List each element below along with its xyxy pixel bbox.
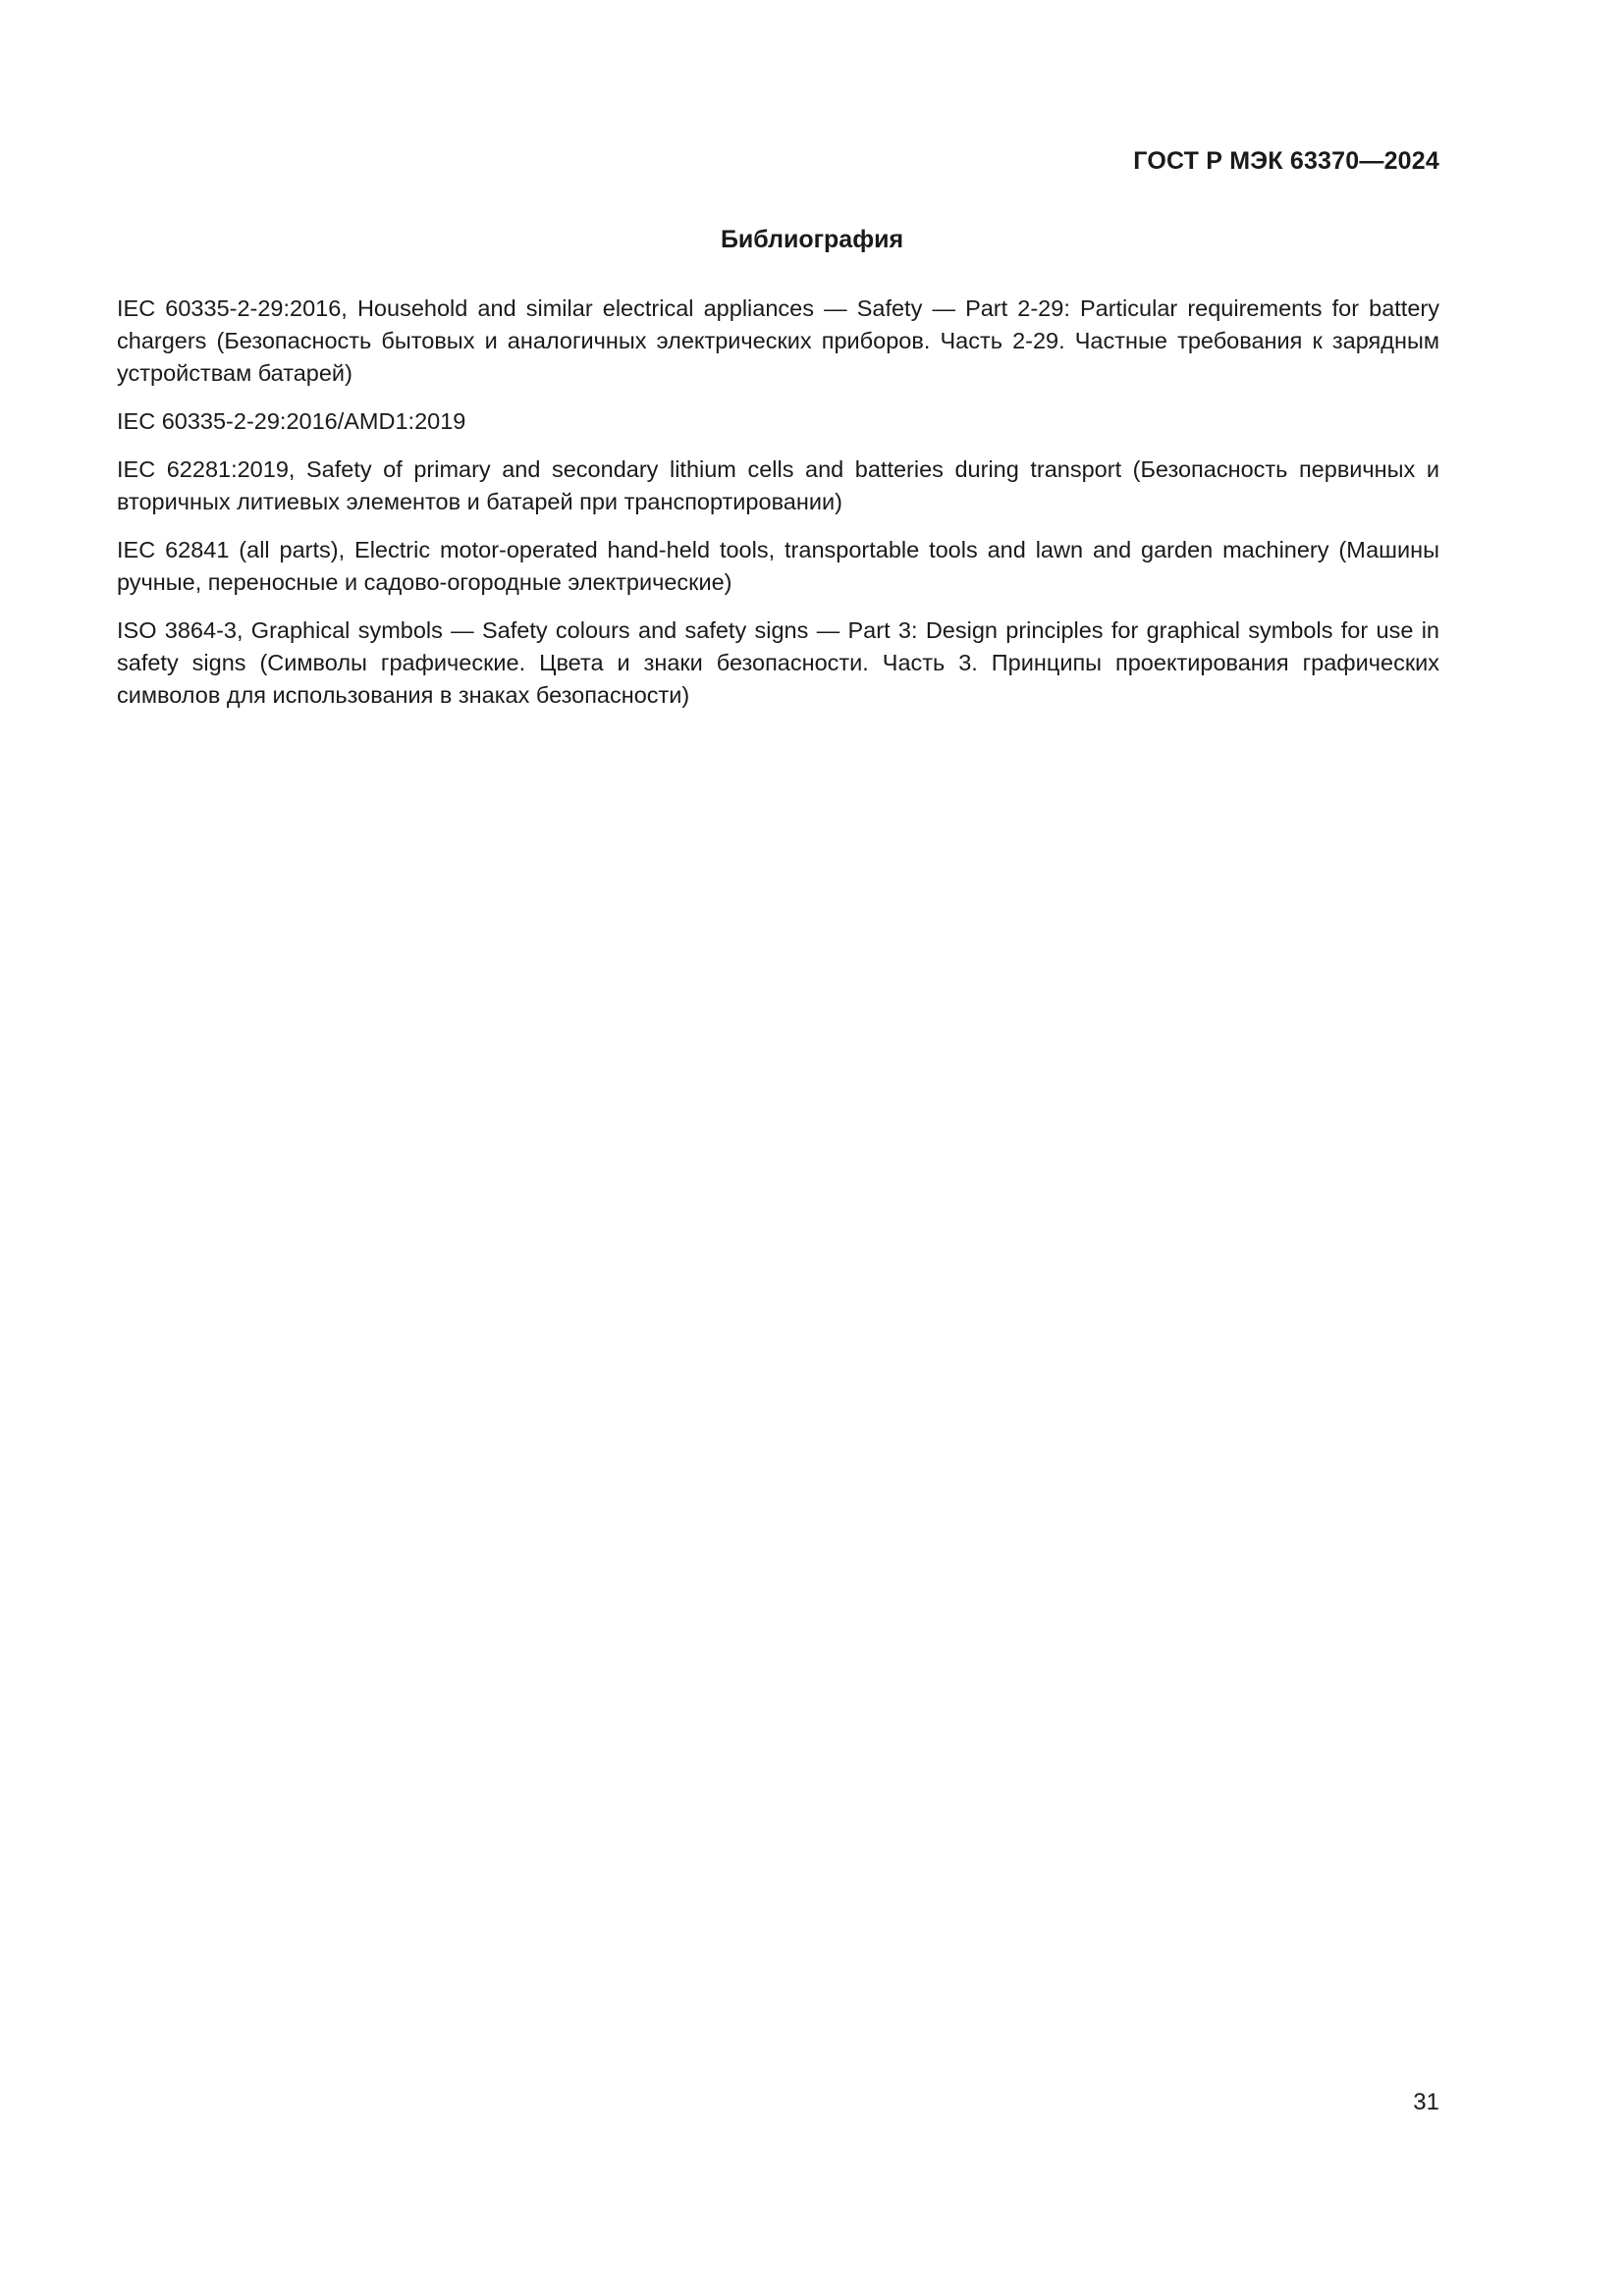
document-code-header: ГОСТ Р МЭК 63370—2024 [1133, 147, 1439, 175]
bibliography-entry: IEC 62841 (all parts), Electric motor-operated hand-held tools, transportable tools and lawn and garden machinery (Машины ручные, переносные и садово-огородные электрические) [117, 537, 1439, 595]
bibliography-entry: ISO 3864-3, Graphical symbols — Safety colours and safety signs — Part 3: Design principles for graphical symbols for use in safety signs (Символы графические. Цвета и знаки безопасности. Часть 3. Принципы проектирования графических символов для использования в знаках безопасности) [117, 617, 1439, 708]
bibliography-entry: IEC 60335-2-29:2016, Household and similar electrical appliances — Safety — Part 2-29: Particular requirements for battery chargers (Безопасность бытовых и аналогичных электрических приборов. Часть 2-29. Частные требования к зарядным устройствам батарей) [117, 295, 1439, 386]
bibliography-list [117, 293, 1439, 727]
bibliography-entry: IEC 62281:2019, Safety of primary and secondary lithium cells and batteries during transport (Безопасность первичных и вторичных литиевых элементов и батарей при транспортировании) [117, 456, 1439, 514]
bibliography-entry: IEC 60335-2-29:2016/AMD1:2019 [117, 408, 466, 434]
page-number: 31 [1413, 2089, 1439, 2115]
section-title: Библиография [720, 226, 904, 253]
